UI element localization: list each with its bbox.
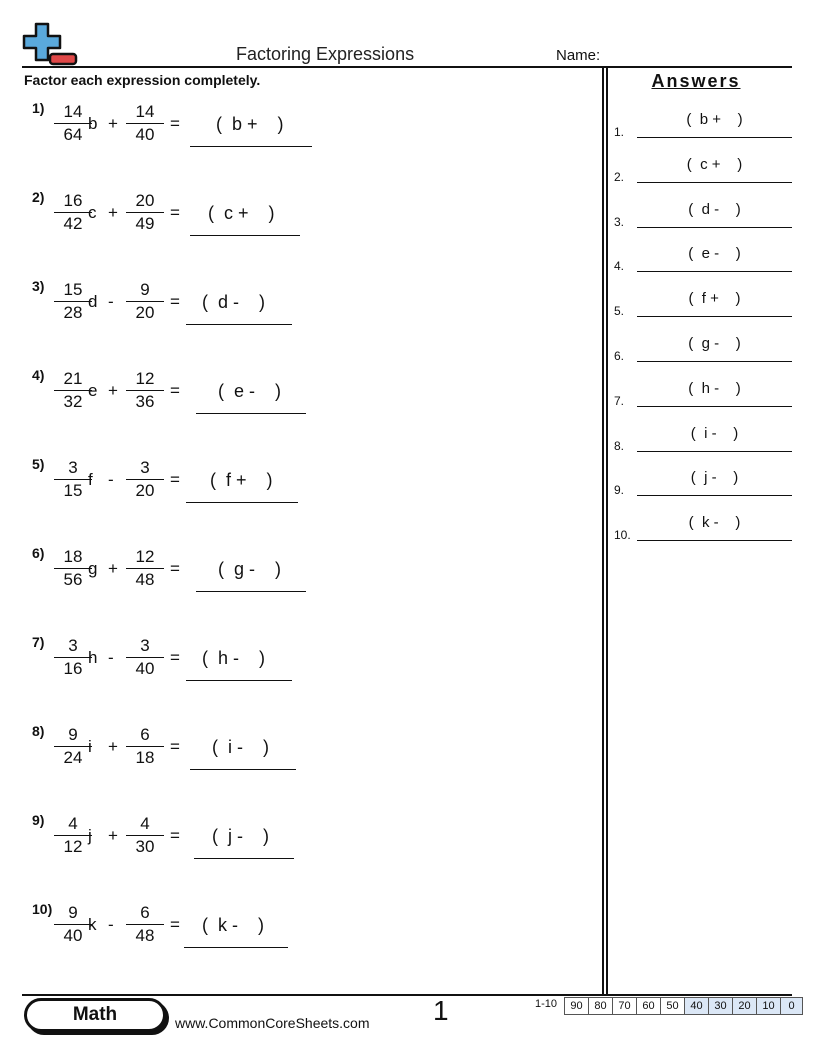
answer-template: ( i - ) [212,737,269,757]
website-url: www.CommonCoreSheets.com [175,1015,370,1031]
first-fraction [54,547,92,590]
column-divider-left [602,68,604,994]
fraction-bar [126,212,164,213]
answer-key-number: 7. [614,393,625,408]
second-denominator: 48 [135,926,155,945]
score-scale-cell: 60 [637,997,661,1015]
problem-item [24,634,584,704]
answer-blank-line[interactable] [196,413,306,414]
variable: g [88,559,98,578]
score-scale-cell: 50 [661,997,685,1015]
answer-key-value: ( k - ) [688,514,741,532]
second-fraction [126,102,164,145]
answer-key-line[interactable] [637,540,792,541]
answer-template: ( e - ) [218,381,281,401]
column-divider-right [606,68,608,994]
equals-sign: = [170,559,180,578]
fraction-bar [54,924,92,925]
second-fraction [126,725,164,768]
fraction-bar [126,568,164,569]
variable: e [88,381,98,400]
header-divider [22,66,792,68]
answer-key-item [612,200,792,230]
answer-key-line[interactable] [637,137,792,138]
fraction-bar [126,746,164,747]
answer-key-line[interactable] [637,316,792,317]
answer-key-number: 3. [614,214,625,229]
equals-sign: = [170,737,180,756]
answer-key-value: ( f + ) [688,290,741,308]
page-number: 1 [433,995,449,1026]
subject-badge: Math [24,998,166,1032]
fraction-bar [54,301,92,302]
fraction-bar [126,390,164,391]
equals-sign: = [170,826,180,845]
first-denominator: 64 [63,125,83,144]
equals-sign: = [170,203,180,222]
fraction-bar [126,924,164,925]
score-scale-cell: 80 [589,997,613,1015]
problem-item [24,367,584,437]
answer-blank-line[interactable] [190,769,296,770]
answer-key-item [612,289,792,319]
answer-template: ( g - ) [218,559,281,579]
first-denominator: 24 [63,748,83,767]
score-scale-cell: 70 [613,997,637,1015]
second-numerator: 14 [135,102,155,121]
first-numerator: 15 [63,280,83,299]
equals-sign: = [170,114,180,133]
fraction-bar [54,746,92,747]
operator: + [108,203,118,222]
second-numerator: 12 [135,547,155,566]
fraction-bar [126,479,164,480]
problem-number: 2) [32,189,45,205]
answer-template: ( f + ) [210,470,273,490]
score-scale-cell: 90 [564,997,589,1015]
answer-key-value: ( h - ) [688,379,741,397]
fraction-bar [54,568,92,569]
first-fraction [54,725,92,768]
fraction-bar [126,657,164,658]
problem-item [24,278,584,348]
answer-key-value: ( d - ) [688,200,741,218]
problem-number: 9) [32,812,45,828]
problem-number: 1) [32,100,45,116]
answer-template: ( j - ) [212,826,269,846]
problem-number: 7) [32,634,45,650]
instructions: Factor each expression completely. [24,72,261,88]
commoncoresheets-logo-icon [22,22,80,68]
first-fraction [54,636,92,679]
equals-sign: = [170,648,180,667]
fraction-bar [54,835,92,836]
second-denominator: 40 [135,659,155,678]
first-fraction [54,102,92,145]
footer-divider [22,994,792,996]
answers-heading: Answers [651,71,741,91]
score-scale-cell: 30 [709,997,733,1015]
score-scale-cell: 0 [781,997,803,1015]
answer-key-item [612,424,792,454]
variable: j [88,826,92,845]
first-denominator: 28 [63,303,83,322]
first-numerator: 3 [68,458,78,477]
answer-key-number: 5. [614,304,625,319]
operator: - [108,648,114,667]
problem-item [24,901,584,971]
equals-sign: = [170,470,180,489]
operator: + [108,381,118,400]
answer-blank-line[interactable] [184,947,288,948]
worksheet-title: Factoring Expressions [236,44,415,64]
answer-blank-line[interactable] [186,502,298,503]
answer-key-value: ( c + ) [686,155,743,173]
first-numerator: 21 [63,369,83,388]
variable: d [88,292,98,311]
answer-key-item [612,110,792,140]
second-fraction [126,903,164,946]
answer-key-line[interactable] [637,271,792,272]
second-numerator: 20 [135,191,155,210]
problem-number: 6) [32,545,45,561]
second-fraction [126,458,164,501]
answer-key-item [612,244,792,274]
equals-sign: = [170,292,180,311]
answer-key-item [612,155,792,185]
answer-key-value: ( g - ) [688,335,741,352]
second-numerator: 6 [140,725,150,744]
answer-key-item [612,379,792,409]
answer-blank-line[interactable] [194,858,294,859]
problem-number: 10) [32,901,53,917]
first-numerator: 9 [68,725,78,744]
answer-key-value: ( b + ) [686,111,743,128]
answer-key-value: ( j - ) [690,469,739,487]
second-denominator: 49 [135,214,155,233]
answer-template: ( c + ) [208,203,275,223]
answer-template: ( h - ) [202,648,265,668]
answer-key-item [612,513,792,543]
answer-key-number: 9. [614,483,625,498]
answer-key-value: ( i - ) [690,424,739,442]
first-numerator: 4 [68,814,78,833]
second-fraction [126,369,164,412]
score-scale-cell: 20 [733,997,757,1015]
answer-key-line[interactable] [637,182,792,183]
answer-blank-line[interactable] [190,235,300,236]
fraction-bar [126,835,164,836]
answer-key-item [612,334,792,364]
operator: - [108,915,114,934]
first-numerator: 3 [68,636,78,655]
second-denominator: 20 [135,303,155,322]
problem-item [24,189,584,259]
operator: - [108,470,114,489]
answer-key-value: ( e - ) [688,245,741,263]
answer-key-number: 8. [614,438,625,453]
answer-key-number: 2. [614,169,625,184]
variable: b [88,114,98,133]
second-fraction [126,547,164,590]
fraction-bar [54,212,92,213]
problem-item [24,100,584,170]
operator: - [108,292,114,311]
second-fraction [126,280,164,323]
operator: + [108,559,118,578]
first-fraction [54,191,92,234]
first-denominator: 42 [63,214,83,233]
second-denominator: 30 [135,837,155,856]
second-numerator: 3 [140,636,150,655]
fraction-bar [126,123,164,124]
answer-template: ( d - ) [202,292,265,312]
answer-key-number: 10. [614,528,631,543]
second-fraction [126,636,164,679]
variable: k [88,915,97,934]
variable: f [88,470,93,489]
first-denominator: 12 [63,837,83,856]
answer-blank-line[interactable] [186,324,292,325]
first-fraction [54,280,92,323]
problem-number: 8) [32,723,45,739]
answer-key-number: 4. [614,259,625,274]
answer-key-line[interactable] [637,227,792,228]
variable: i [88,737,92,756]
problem-item [24,456,584,526]
first-denominator: 15 [63,481,83,500]
operator: + [108,826,118,845]
first-numerator: 16 [63,191,83,210]
answer-key-item [612,468,792,498]
fraction-bar [54,657,92,658]
answer-key-line[interactable] [637,406,792,407]
second-numerator: 9 [140,280,150,299]
first-numerator: 18 [63,547,83,566]
problem-number: 5) [32,456,45,472]
first-denominator: 16 [63,659,83,678]
second-denominator: 18 [135,748,155,767]
equals-sign: = [170,915,180,934]
problem-number: 3) [32,278,45,294]
fraction-bar [54,123,92,124]
answer-template: ( k - ) [202,915,264,935]
second-fraction [126,191,164,234]
score-scale [564,997,803,1015]
problem-item [24,723,584,793]
equals-sign: = [170,381,180,400]
fraction-bar [54,479,92,480]
second-numerator: 6 [140,903,150,922]
second-fraction [126,814,164,857]
answer-key-number: 1. [614,125,625,139]
second-denominator: 36 [135,392,155,411]
second-numerator: 12 [135,369,155,388]
answer-blank-line[interactable] [190,146,312,147]
answer-key-line[interactable] [637,451,792,452]
first-fraction [54,814,92,857]
second-numerator: 3 [140,458,150,477]
fraction-bar [54,390,92,391]
first-numerator: 14 [63,102,83,121]
problem-item [24,545,584,615]
operator: + [108,114,118,133]
first-numerator: 9 [68,903,78,922]
first-fraction [54,458,92,501]
second-numerator: 4 [140,814,150,833]
second-denominator: 20 [135,481,155,500]
answer-template: ( b + ) [216,114,284,134]
second-denominator: 48 [135,570,155,589]
problem-item [24,812,584,882]
score-scale-cell: 10 [757,997,781,1015]
answer-blank-line[interactable] [186,680,292,681]
variable: c [88,203,97,222]
answer-key-number: 6. [614,349,625,363]
answer-key-line[interactable] [637,361,792,362]
answer-key-line[interactable] [637,495,792,496]
operator: + [108,737,118,756]
variable: h [88,648,98,667]
name-label: Name: [556,47,601,64]
second-denominator: 40 [135,125,155,144]
first-fraction [54,903,92,946]
first-denominator: 40 [63,926,83,945]
problem-number: 4) [32,367,45,383]
first-denominator: 56 [63,570,83,589]
first-denominator: 32 [63,392,83,411]
first-fraction [54,369,92,412]
score-scale-cell: 40 [685,997,709,1015]
score-scale-label: 1-10 [535,998,558,1010]
fraction-bar [126,301,164,302]
answer-blank-line[interactable] [196,591,306,592]
